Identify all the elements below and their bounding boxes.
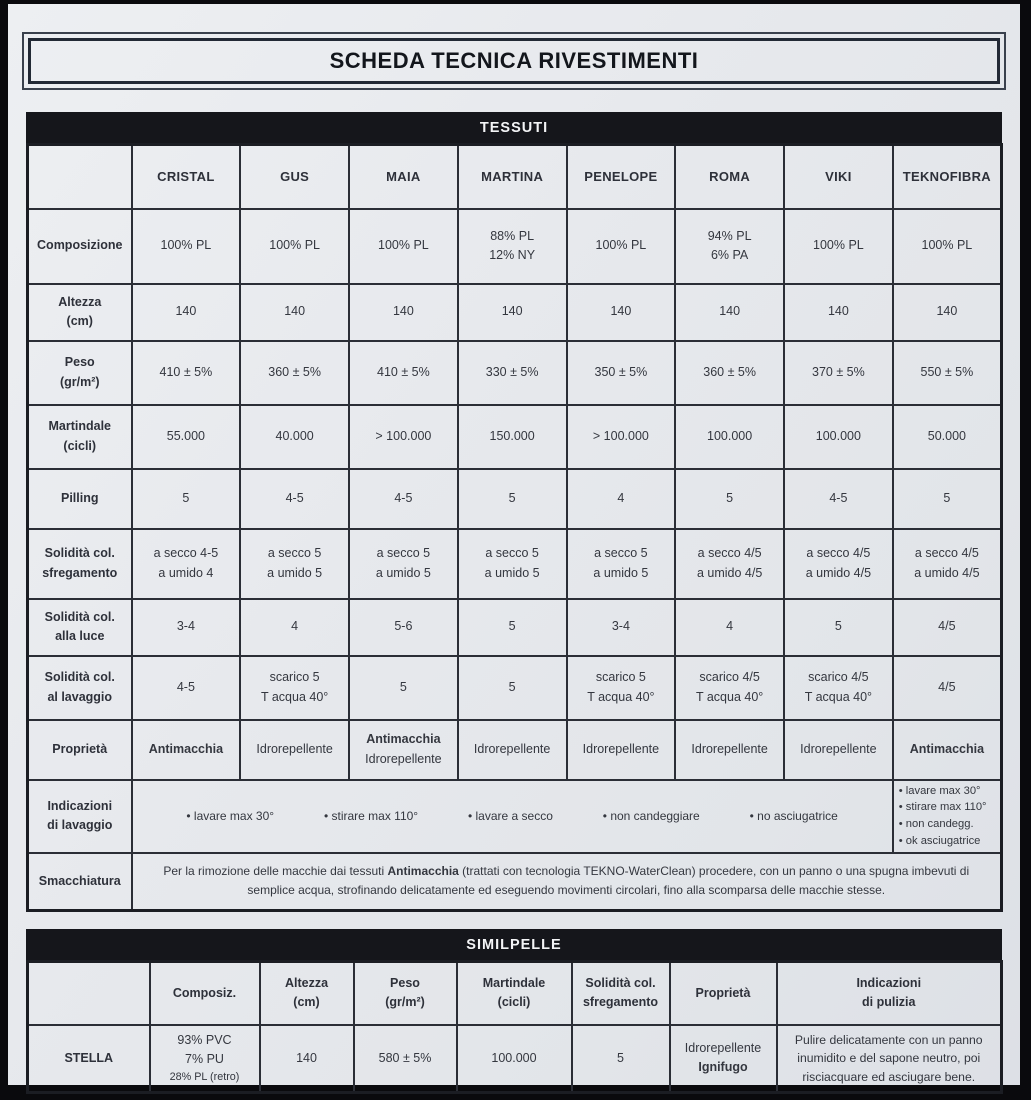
cell-line: • ok asciugatrice [898, 834, 981, 847]
table-cell [458, 599, 567, 656]
cell-line: 360 ± 5% [268, 364, 321, 379]
cell-line: a secco 5 [485, 546, 539, 561]
cell-line: Idrorepellente [800, 741, 877, 756]
cell-line: (gr/m²) [385, 995, 425, 1010]
cell-line: (cm) [66, 314, 93, 328]
table-cell [567, 599, 676, 656]
cell-line: > 100.000 [375, 428, 432, 443]
table-cell [240, 599, 349, 656]
cell-line: 100% PL [813, 238, 864, 253]
table-row [28, 656, 1002, 720]
cell-line: 140 [610, 304, 632, 319]
cell-line: T acqua 40° [804, 689, 873, 704]
cell-line: • non candegg. [898, 818, 974, 831]
cell-line: 4/5 [938, 679, 956, 694]
cell-line: Proprietà [695, 985, 751, 1000]
table-cell [784, 469, 893, 529]
table-cell [567, 656, 676, 720]
cell-line: Ignifugo [698, 1060, 748, 1075]
cell-line: • lavare max 30° [898, 784, 981, 797]
table-cell [784, 720, 893, 780]
column-header [457, 962, 572, 1025]
table-cell [349, 341, 458, 405]
washing-item: • non candeggiare [602, 808, 700, 823]
column-header: TEKNOFIBRA [893, 145, 1002, 209]
cell-line: 88% PL [490, 228, 535, 243]
cell-line: Antimacchia [148, 741, 224, 756]
table-cell [675, 405, 784, 469]
cell-line: 94% PL [707, 228, 752, 243]
cell-line: 140 [827, 304, 849, 319]
cell-line: 150.000 [489, 428, 535, 443]
cell-line: (cicli) [63, 438, 97, 453]
cell-line: scarico 5 [269, 670, 320, 685]
cell-line: 350 ± 5% [594, 364, 648, 379]
cell-line: 5 [726, 490, 734, 505]
cell-line: Peso [390, 976, 420, 991]
cell-line: 580 ± 5% [378, 1050, 432, 1065]
table-cell [132, 599, 241, 656]
cell-line: a umido 5 [375, 565, 431, 580]
table-cell [240, 209, 349, 284]
table-cell [893, 529, 1002, 599]
cell-line: 5 [943, 490, 951, 505]
table-cell [458, 405, 567, 469]
column-header: CRISTAL [132, 145, 241, 209]
cell-line: di pulizia [862, 995, 916, 1010]
table-row [28, 599, 1002, 656]
cell-line: 140 [392, 304, 414, 319]
table-cell [784, 405, 893, 469]
table-cell [132, 405, 241, 469]
table-cell [240, 720, 349, 780]
smacchiatura-text-bold: Antimacchia [387, 863, 459, 878]
table-cell [784, 209, 893, 284]
cell-line: a umido 5 [593, 565, 649, 580]
cell-line: 4 [726, 619, 734, 634]
table-cell [784, 529, 893, 599]
row-label [28, 209, 132, 284]
table-cell [150, 1025, 260, 1093]
cell-line: 140 [296, 1050, 317, 1065]
cell-line: 50.000 [927, 428, 966, 443]
table-cell [132, 529, 241, 599]
column-header [150, 962, 260, 1025]
cell-line: Martindale [482, 976, 546, 991]
cell-line: al lavaggio [47, 689, 113, 704]
cell-line: 7% PU [185, 1052, 224, 1067]
cell-line: Peso [64, 355, 95, 370]
washing-shared-cell [132, 780, 893, 853]
row-label [28, 599, 132, 656]
column-header: GUS [240, 145, 349, 209]
washing-teknofibra-cell [893, 780, 1002, 853]
cell-line: 100% PL [595, 238, 647, 253]
table-cell [240, 656, 349, 720]
cell-line: 5-6 [394, 619, 413, 634]
cell-line: di lavaggio [47, 818, 113, 833]
similpelle-section-header: SIMILPELLE [26, 929, 1002, 960]
cell-line: 100% PL [160, 238, 212, 253]
column-header: PENELOPE [567, 145, 676, 209]
table-cell [349, 284, 458, 341]
cell-line: Smacchiatura [38, 873, 121, 888]
cell-line: 410 ± 5% [159, 364, 213, 379]
cell-line: 93% PVC [177, 1032, 232, 1047]
table-cell [572, 1025, 670, 1093]
cell-line: 100% PL [378, 238, 429, 253]
cell-line: 4-5 [176, 679, 195, 694]
washing-item: • lavare max 30° [186, 808, 275, 823]
cell-line: 140 [175, 304, 197, 319]
cell-line: Antimacchia [366, 732, 441, 747]
cell-line: Composiz. [172, 985, 237, 1000]
cell-line: 100% PL [921, 238, 973, 253]
table-cell [567, 529, 676, 599]
similpelle-data-row [28, 1025, 1002, 1093]
row-label [28, 284, 132, 341]
cell-line: T acqua 40° [695, 689, 764, 704]
table-cell [458, 209, 567, 284]
cell-line: a umido 4/5 [914, 565, 980, 580]
cell-line: a secco 4/5 [806, 546, 871, 561]
table-cell [458, 720, 567, 780]
table-cell [893, 599, 1002, 656]
cell-line: sfregamento [582, 995, 659, 1010]
cell-line: 28% PL (retro) [169, 1071, 240, 1084]
table-cell [670, 1025, 777, 1093]
table-cell [354, 1025, 457, 1093]
cell-line: a secco 4-5 [153, 546, 219, 561]
corner-cell [28, 962, 150, 1025]
cell-line: a secco 5 [594, 546, 648, 561]
document-sheet [8, 4, 1020, 1085]
cell-line: Solidità col. [44, 609, 115, 624]
column-header [777, 962, 1002, 1025]
cell-line: 4 [617, 490, 625, 505]
smacchiatura-row [28, 853, 1002, 911]
table-cell [458, 469, 567, 529]
column-header [572, 962, 670, 1025]
cell-line: 5 [508, 679, 516, 694]
table-cell [675, 209, 784, 284]
tessuti-section-header: TESSUTI [26, 112, 1002, 143]
cell-line: sfregamento [42, 565, 118, 580]
washing-items [137, 807, 888, 826]
cell-line: 370 ± 5% [812, 364, 865, 379]
table-cell [893, 469, 1002, 529]
table-cell [567, 341, 676, 405]
title-box-inner [28, 38, 1000, 84]
column-header [354, 962, 457, 1025]
cell-line: Idrorepellente [365, 751, 442, 766]
cell-line: 3-4 [611, 619, 630, 634]
table-cell [132, 284, 241, 341]
table-cell [458, 341, 567, 405]
washing-item: • stirare max 110° [323, 808, 419, 823]
table-cell [458, 284, 567, 341]
cell-line: a secco 5 [267, 546, 322, 561]
table-cell [893, 720, 1002, 780]
cell-line: (cm) [293, 995, 320, 1010]
table-cell [675, 284, 784, 341]
cell-line: a secco 4/5 [697, 546, 762, 561]
cell-line: 550 ± 5% [920, 364, 974, 379]
table-cell [260, 1025, 354, 1093]
table-cell [567, 405, 676, 469]
cell-line: 100.000 [707, 428, 753, 443]
row-label [28, 780, 132, 853]
cell-line: Idrorepellente [684, 1041, 762, 1056]
row-label: STELLA [28, 1025, 150, 1093]
cell-line: scarico 4/5 [699, 670, 760, 685]
cell-line: 140 [501, 304, 523, 319]
similpelle-table [26, 960, 1003, 1094]
table-row [28, 209, 1002, 284]
cell-line: Idrorepellente [582, 741, 660, 756]
table-cell [675, 529, 784, 599]
cell-line: 100.000 [815, 428, 861, 443]
row-label [28, 720, 132, 780]
cell-line: 4-5 [394, 490, 413, 505]
tessuti-table-body [28, 145, 1002, 911]
row-label [28, 341, 132, 405]
cell-line: 6% PA [710, 248, 749, 262]
table-cell [132, 469, 241, 529]
cell-line: a umido 4/5 [805, 565, 872, 580]
smacchiatura-cell [132, 853, 1002, 911]
row-label [28, 853, 132, 911]
table-row [28, 284, 1002, 341]
cell-line: (gr/m²) [59, 374, 100, 389]
table-cell [349, 720, 458, 780]
similpelle-header-row [28, 962, 1002, 1025]
table-cell [675, 599, 784, 656]
cell-line: 140 [936, 304, 958, 319]
cell-line: Idrorepellente [473, 741, 551, 756]
table-cell [349, 469, 458, 529]
smacchiatura-text: (trattati con tecnologia TEKNO-WaterClean) procedere, con un panno o una spugna imbevuti di semplice acqua, strofinando delicatamente ed eseguendo movimenti circolari, fino alla scomparsa delle macchie stesse. [247, 863, 970, 898]
table-cell [675, 656, 784, 720]
cell-line: a secco 4/5 [914, 546, 979, 561]
title-box [22, 32, 1006, 90]
table-cell [567, 284, 676, 341]
cell-line: scarico 5 [595, 670, 646, 685]
table-cell [132, 656, 241, 720]
table-cell [349, 656, 458, 720]
table-cell [458, 656, 567, 720]
cell-line: 5 [834, 619, 842, 634]
cell-line: scarico 4/5 [808, 670, 869, 685]
cell-line: (cicli) [497, 995, 531, 1010]
table-cell [458, 529, 567, 599]
cell-line: Indicazioni [856, 976, 922, 991]
row-label [28, 405, 132, 469]
cell-line: a umido 5 [267, 565, 323, 580]
table-cell [240, 529, 349, 599]
cell-line: Solidità col. [44, 670, 115, 685]
table-row [28, 529, 1002, 599]
cell-line: Indicazioni [47, 798, 113, 813]
column-header [260, 962, 354, 1025]
table-row [28, 405, 1002, 469]
cell-line: 5 [182, 490, 190, 505]
table-cell [567, 469, 676, 529]
cell-line: 5 [399, 679, 407, 694]
table-row [28, 341, 1002, 405]
corner-cell [28, 145, 132, 209]
table-cell [567, 209, 676, 284]
page-title: SCHEDA TECNICA RIVESTIMENTI [329, 48, 699, 73]
table-cell [675, 720, 784, 780]
washing-row [28, 780, 1002, 853]
cell-line: Altezza [284, 976, 329, 991]
table-cell [893, 341, 1002, 405]
cell-line: 12% NY [489, 248, 536, 262]
cell-line: T acqua 40° [587, 689, 655, 704]
cell-line: Solidità col. [585, 976, 656, 991]
pulizia-cell: Pulire delicatamente con un panno inumidito e del sapone neutro, poi risciacquare ed asciugare bene. [777, 1025, 1002, 1093]
table-cell [893, 209, 1002, 284]
row-label [28, 529, 132, 599]
table-cell [240, 405, 349, 469]
cell-line: 360 ± 5% [703, 364, 756, 379]
similpelle-table-body [28, 962, 1002, 1093]
cell-line: • stirare max 110° [898, 801, 987, 814]
cell-line: a secco 5 [376, 546, 431, 561]
table-cell [132, 720, 241, 780]
cell-line: 140 [719, 304, 741, 319]
cell-line: 140 [284, 304, 306, 319]
cell-line: 100% PL [269, 238, 320, 253]
tessuti-header-row [28, 145, 1002, 209]
cell-line: Idrorepellente [691, 741, 768, 756]
cell-line: a umido 4/5 [696, 565, 763, 580]
cell-line: 5 [508, 490, 516, 505]
cell-line: T acqua 40° [260, 689, 329, 704]
cell-line: 5 [617, 1050, 624, 1065]
cell-line: Idrorepellente [256, 741, 333, 756]
cell-line: 4-5 [285, 490, 304, 505]
table-cell [349, 209, 458, 284]
cell-line: 55.000 [166, 428, 205, 443]
table-cell [893, 656, 1002, 720]
cell-line: 5 [508, 619, 516, 634]
cell-line: Antimacchia [909, 741, 985, 756]
cell-line: Proprietà [52, 741, 108, 756]
table-cell [240, 341, 349, 405]
table-row [28, 720, 1002, 780]
cell-line: 410 ± 5% [377, 364, 430, 379]
table-cell [349, 529, 458, 599]
column-header [670, 962, 777, 1025]
cell-line: Composizione [37, 238, 123, 253]
cell-line: Altezza [58, 294, 102, 309]
cell-line: 4/5 [938, 619, 956, 634]
table-cell [349, 599, 458, 656]
row-label [28, 469, 132, 529]
table-cell [784, 341, 893, 405]
table-row [28, 469, 1002, 529]
table-cell [349, 405, 458, 469]
table-cell [893, 284, 1002, 341]
row-label [28, 656, 132, 720]
washing-item: • lavare a secco [467, 808, 553, 823]
cell-line: 4-5 [829, 490, 848, 505]
cell-line: 40.000 [275, 428, 314, 443]
cell-line: Pilling [61, 490, 99, 505]
cell-line: a umido 4 [158, 565, 214, 580]
table-cell [675, 341, 784, 405]
column-header: MARTINA [458, 145, 567, 209]
table-cell [240, 284, 349, 341]
table-cell [457, 1025, 572, 1093]
cell-line: Martindale [48, 419, 111, 434]
column-header: VIKI [784, 145, 893, 209]
cell-line: Solidità col. [44, 546, 115, 561]
cell-line: 3-4 [176, 619, 195, 634]
table-cell [132, 341, 241, 405]
cell-line: 4 [291, 619, 299, 634]
table-cell [893, 405, 1002, 469]
smacchiatura-text: Per la rimozione delle macchie dai tessuti [163, 863, 388, 878]
table-cell [240, 469, 349, 529]
column-header: MAIA [349, 145, 458, 209]
column-header: ROMA [675, 145, 784, 209]
table-cell [675, 469, 784, 529]
table-cell [784, 599, 893, 656]
table-cell [784, 284, 893, 341]
cell-line: a umido 5 [484, 565, 540, 580]
table-cell [567, 720, 676, 780]
cell-line: 330 ± 5% [485, 364, 539, 379]
cell-line: > 100.000 [592, 428, 649, 443]
table-cell [784, 656, 893, 720]
washing-item: • no asciugatrice [749, 808, 838, 823]
cell-line: alla luce [55, 629, 105, 643]
cell-line: 100.000 [491, 1050, 537, 1065]
tessuti-table [26, 143, 1003, 912]
table-cell [132, 209, 241, 284]
